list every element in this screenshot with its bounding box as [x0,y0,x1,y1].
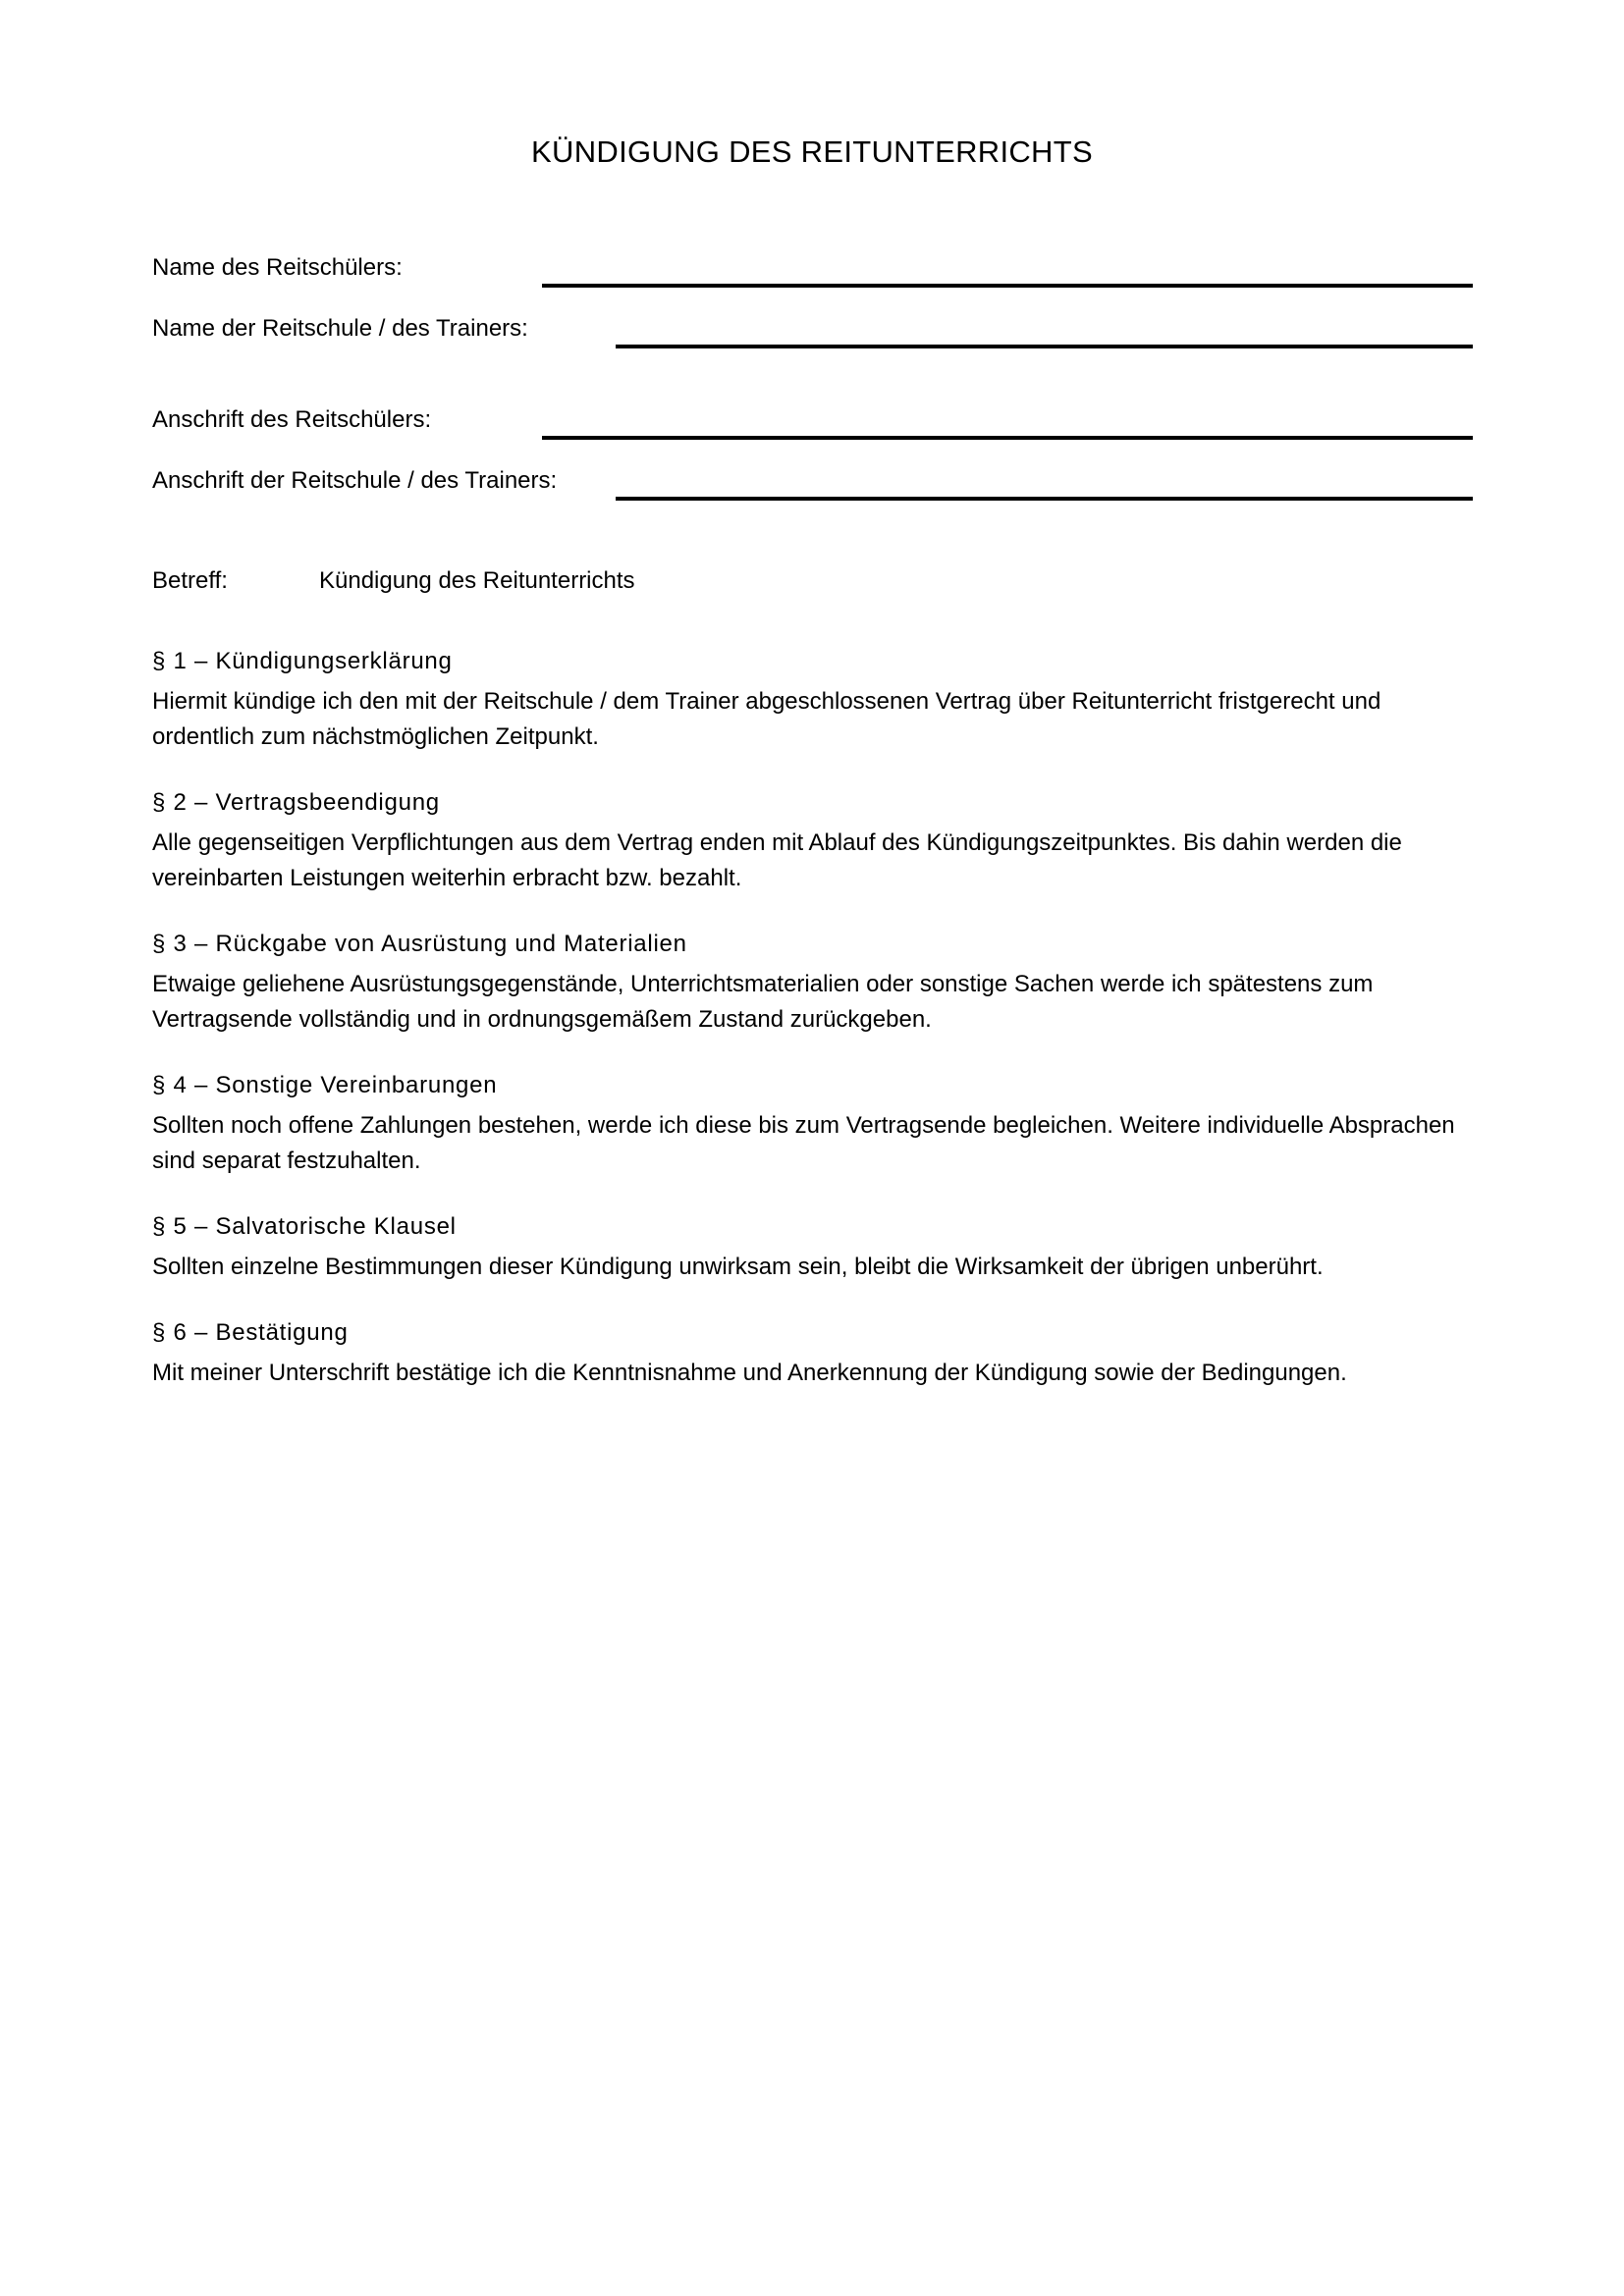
section-body: Hiermit kündige ich den mit der Reitschule / dem Trainer abgeschlossenen Vertrag über Reitunterricht fristgerecht und ordentlich zum nächstmöglichen Zeitpunkt. [152,688,1381,750]
form-field-school-name[interactable] [152,314,1473,375]
section-heading: § 1 – Kündigungserklärung [152,648,453,674]
section-body: Sollten noch offene Zahlungen bestehen, werde ich diese bis zum Vertragsende begleichen. Weitere individuelle Absprachen sind separat festzuhalten. [152,1112,1455,1174]
section-body: Sollten einzelne Bestimmungen dieser Kündigung unwirksam sein, bleibt die Wirksamkeit der übrigen unberührt. [152,1254,1324,1280]
section-4 [152,1071,1468,1179]
document-sections [152,647,1468,1391]
section-heading: § 6 – Bestätigung [152,1319,349,1346]
section-heading: § 5 – Salvatorische Klausel [152,1213,457,1240]
form-group-names [152,253,1473,375]
form-field-label: Anschrift der Reitschule / des Trainers: [152,467,558,494]
form-field-write-line[interactable] [542,284,1473,288]
section-3 [152,930,1468,1038]
form-field-school-address[interactable] [152,466,1473,527]
section-2 [152,788,1468,896]
section-5 [152,1212,1468,1285]
subject-label: Betreff: [152,567,228,594]
section-body: Etwaige geliehene Ausrüstungsgegenstände, Unterrichtsmaterialien oder sonstige Sachen werde ich spätestens zum Vertragsende vollständig und in ordnungsgemäßem Zustand zurückgeben. [152,971,1374,1033]
form-field-student-name[interactable] [152,253,1473,314]
page-title: KÜNDIGUNG DES REITUNTERRICHTS [531,133,1093,169]
section-heading: § 2 – Vertragsbeendigung [152,789,440,816]
section-body: Mit meiner Unterschrift bestätige ich die Kenntnisnahme und Anerkennung der Kündigung sowie der Bedingungen. [152,1360,1347,1386]
section-1 [152,647,1468,755]
subject-value: Kündigung des Reitunterrichts [319,567,635,594]
form-field-write-line[interactable] [616,497,1473,501]
section-heading: § 4 – Sonstige Vereinbarungen [152,1072,498,1098]
form-field-label: Name der Reitschule / des Trainers: [152,315,528,342]
section-6 [152,1318,1468,1391]
form-field-write-line[interactable] [542,436,1473,440]
form-field-label: Anschrift des Reitschülers: [152,406,432,433]
form-field-write-line[interactable] [616,345,1473,348]
section-heading: § 3 – Rückgabe von Ausrüstung und Materialien [152,931,687,957]
form-field-student-address[interactable] [152,405,1473,466]
form-group-addresses [152,405,1473,527]
form-field-label: Name des Reitschülers: [152,254,403,281]
subject-line [152,566,635,596]
section-body: Alle gegenseitigen Verpflichtungen aus dem Vertrag enden mit Ablauf des Kündigungszeitpunktes. Bis dahin werden die vereinbarten Leistungen weiterhin erbracht bzw. bezahlt. [152,829,1402,891]
